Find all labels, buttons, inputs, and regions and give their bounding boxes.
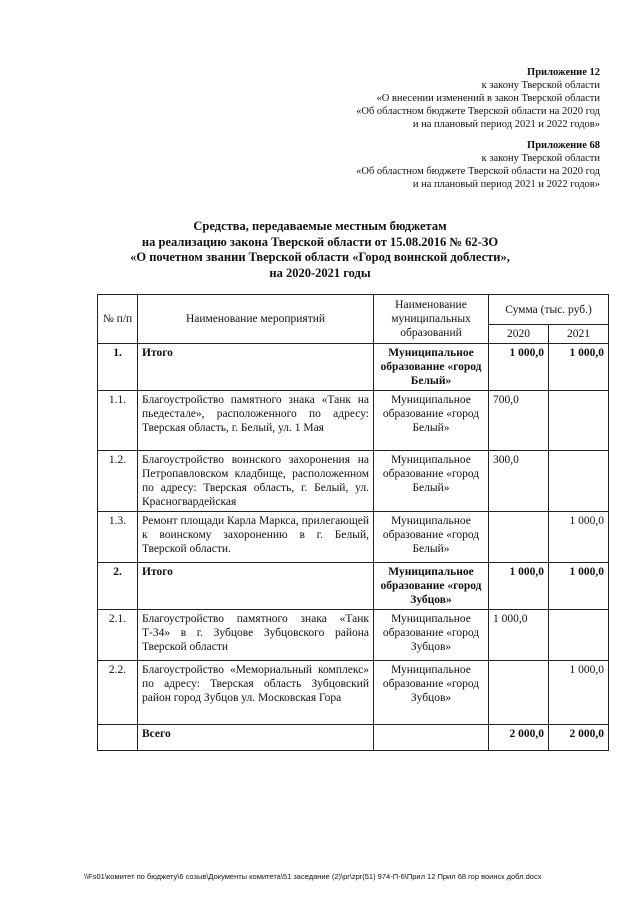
row-value-2020: 300,0 (489, 451, 549, 512)
row-number: 1.3. (98, 512, 138, 563)
title-line: Средства, передаваемые местным бюджетам (193, 219, 447, 233)
title-line: на реализацию закона Тверской области от 15.08.2016 № 62-ЗО (141, 234, 499, 249)
file-path-footer: \\Fs01\комитет по бюджету\6 созыв\Документы комитета\51 заседание (2)\pr\zpr(51) 974-П-6\Прил 12 Прил 68 гор воинск добл.docx (84, 872, 542, 881)
row-value-2021 (549, 610, 609, 661)
title-line: на 2020-2021 годы (269, 265, 371, 280)
appendix-12-line: и на плановый период 2021 и 2022 годов» (412, 119, 600, 130)
row-value-2020 (489, 661, 549, 725)
row-municipality (374, 725, 489, 751)
funds-table (97, 294, 609, 751)
row-name: Итого (138, 344, 374, 391)
header-num: № п/п (98, 295, 138, 344)
row-value-2020: 1 000,0 (489, 610, 549, 661)
row-municipality: Муниципальное образование «город Зубцов» (374, 661, 489, 725)
row-municipality: Муниципальное образование «город Белый» (374, 391, 489, 451)
row-municipality: Муниципальное образование «город Зубцов» (374, 610, 489, 661)
row-value-2020: 700,0 (489, 391, 549, 451)
row-name: Благоустройство «Мемориальный комплекс» по адресу: Тверская область Зубцовский район город Зубцов ул. Московская Гора (138, 661, 374, 725)
appendix-68-line: «Об областном бюджете Тверской области на 2020 год (356, 166, 600, 177)
table-row (98, 563, 609, 610)
table-row (98, 610, 609, 661)
row-name: Благоустройство памятного знака «Танк Т-34» в г. Зубцове Зубцовского района Тверской области (138, 610, 374, 661)
row-value-2021: 1 000,0 (549, 661, 609, 725)
table-row (98, 391, 609, 451)
row-name: Благоустройство воинского захоронения на Петропавловском кладбище, расположенном по адресу: Тверская область, г. Белый, ул. Красногвардейская (138, 451, 374, 512)
row-name: Итого (138, 563, 374, 610)
row-number: 1.1. (98, 391, 138, 451)
row-value-2020 (489, 512, 549, 563)
title-line: «О почетном звании Тверской области «Город воинской доблести», (130, 250, 510, 264)
row-number: 2.2. (98, 661, 138, 725)
row-value-2021: 1 000,0 (549, 563, 609, 610)
row-number: 2. (98, 563, 138, 610)
row-value-2021 (549, 451, 609, 512)
header-name: Наименование мероприятий (138, 295, 374, 344)
row-municipality: Муниципальное образование «город Белый» (374, 512, 489, 563)
row-value-2020: 1 000,0 (489, 563, 549, 610)
table-row (98, 725, 609, 751)
row-name: Всего (138, 725, 374, 751)
appendix-68-line: к закону Тверской области (481, 153, 600, 164)
appendix-68-line: и на плановый период 2021 и 2022 годов» (412, 179, 600, 190)
header-year-2021: 2021 (549, 325, 609, 344)
row-municipality: Муниципальное образование «город Белый» (374, 344, 489, 391)
appendix-12-line: к закону Тверской области (481, 80, 600, 91)
row-municipality: Муниципальное образование «город Белый» (374, 451, 489, 512)
header-municipality: Наименование муниципальных образований (374, 295, 489, 344)
row-number: 1.2. (98, 451, 138, 512)
row-number: 1. (98, 344, 138, 391)
table-row (98, 344, 609, 391)
row-name: Благоустройство памятного знака «Танк на пьедестале», расположенного по адресу: Тверская область, г. Белый, ул. 1 Мая (138, 391, 374, 451)
row-name: Ремонт площади Карла Маркса, прилегающей к воинскому захоронению в г. Белый, Тверской области. (138, 512, 374, 563)
row-value-2021: 1 000,0 (549, 344, 609, 391)
appendix-12-title: Приложение 12 (527, 67, 600, 78)
row-value-2021: 1 000,0 (549, 512, 609, 563)
header-year-2020: 2020 (489, 325, 549, 344)
table-row (98, 451, 609, 512)
row-value-2021: 2 000,0 (549, 725, 609, 751)
row-number (98, 725, 138, 751)
table-row (98, 661, 609, 725)
row-municipality: Муниципальное образование «город Зубцов» (374, 563, 489, 610)
appendix-12-line: «О внесении изменений в закон Тверской области (376, 93, 600, 104)
row-value-2021 (549, 391, 609, 451)
row-value-2020: 2 000,0 (489, 725, 549, 751)
row-value-2020: 1 000,0 (489, 344, 549, 391)
appendix-68-title: Приложение 68 (527, 140, 600, 151)
document-title (60, 219, 580, 281)
appendix-68-block (356, 139, 600, 191)
appendix-12-line: «Об областном бюджете Тверской области на 2020 год (356, 106, 600, 117)
appendix-12-block (356, 66, 600, 131)
header-sum: Сумма (тыс. руб.) (489, 295, 609, 325)
row-number: 2.1. (98, 610, 138, 661)
table-row (98, 512, 609, 563)
